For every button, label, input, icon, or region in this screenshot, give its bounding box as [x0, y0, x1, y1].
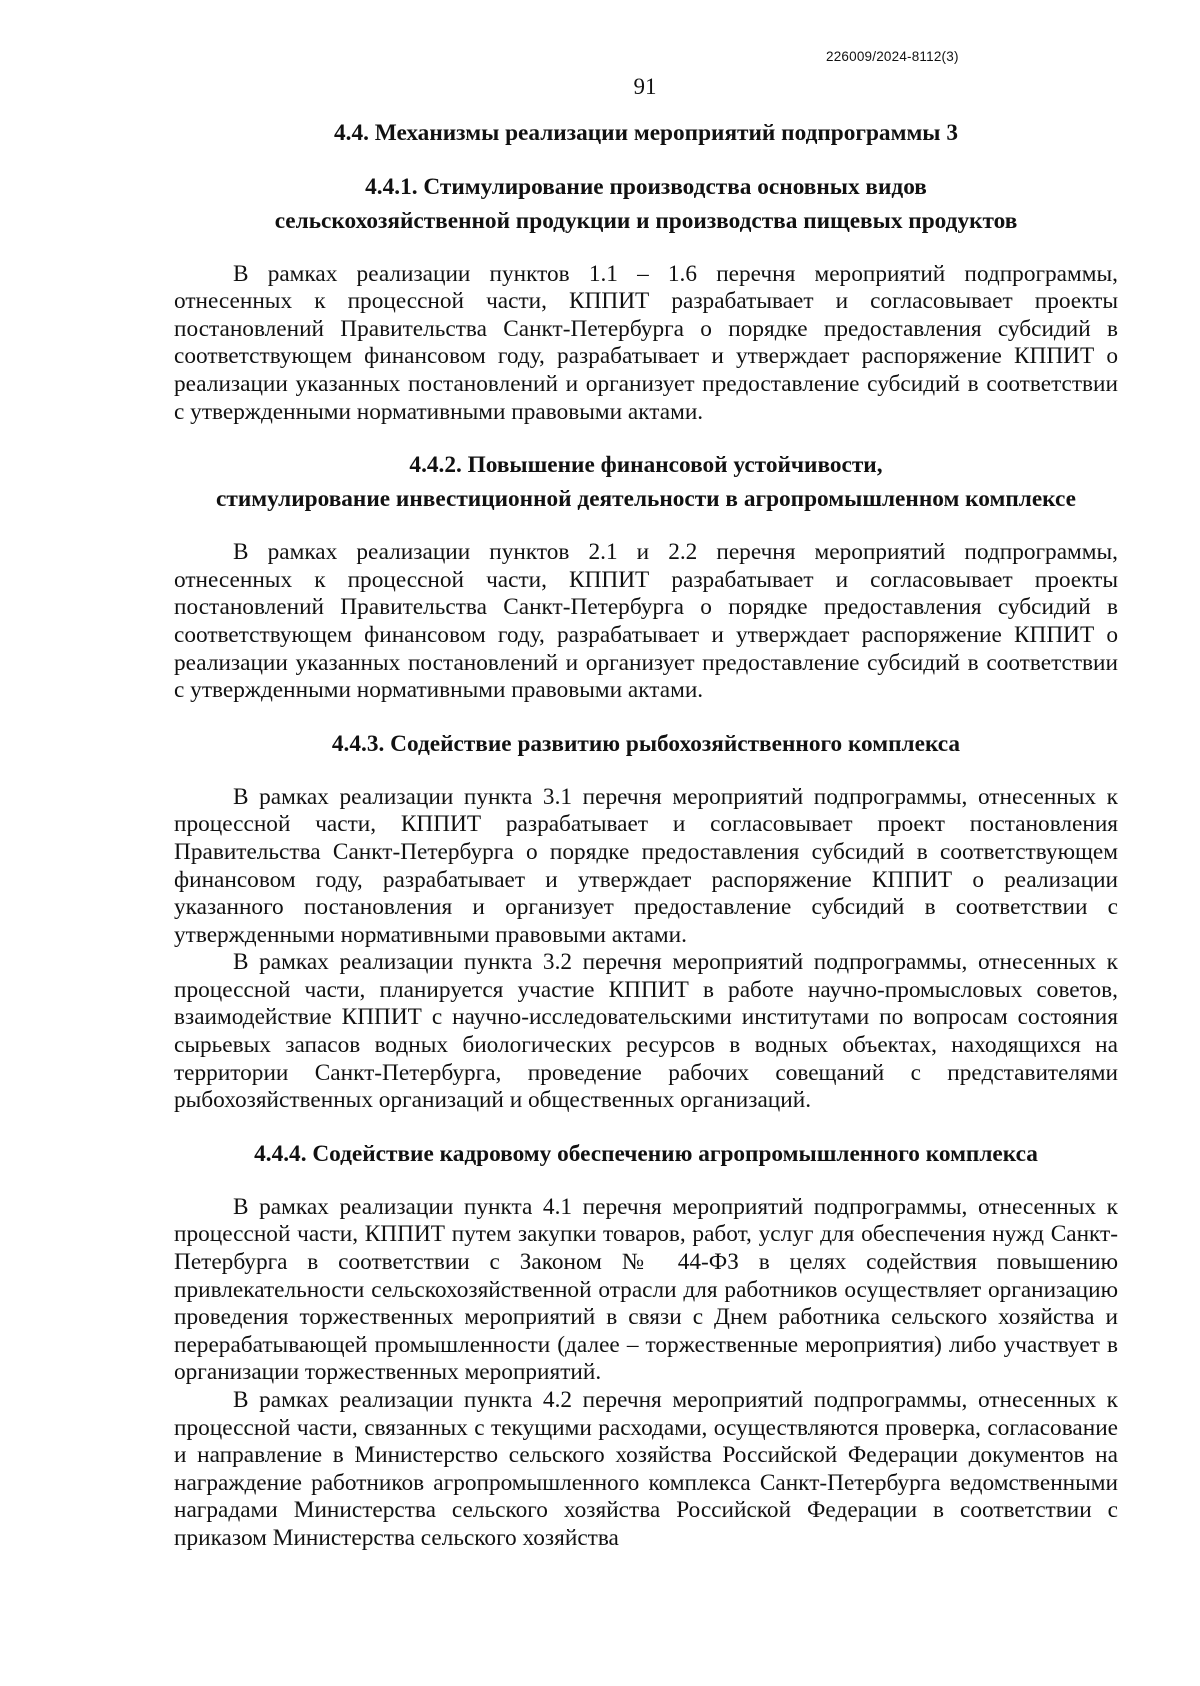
paragraph: В рамках реализации пункта 4.2 перечня мероприятий подпрограммы, отнесенных к процессной части, связанных с текущими расходами, осуществляются проверка, согласование и направление в Министерство сельского хозяйства Российской Федерации документов на награждение работников агропромышленного комплекса Санкт-Петербурга ведомственными наградами Министерства сельского хозяйства Российской Федерации в соответствии с приказом Министерства сельского хозяйства [174, 1387, 1118, 1551]
section-title-line: 4.4.4. Содействие кадровому обеспечению агропромышленного комплекса [254, 1140, 1038, 1167]
section-title-line: стимулирование инвестиционной деятельности в агропромышленном комплексе [216, 486, 1076, 513]
section-4-4-1 [174, 170, 1118, 427]
page-number: 91 [633, 74, 657, 99]
paragraph: В рамках реализации пунктов 2.1 и 2.2 перечня мероприятий подпрограммы, отнесенных к процессной части, КППИТ разрабатывает и согласовывает проекты постановлений Правительства Санкт-Петербурга о порядке предоставления субсидий в соответствующем финансовом году, разрабатывает и утверждает распоряжение КППИТ о реализации указанных постановлений и организует предоставление субсидий в соответствии с утвержденными нормативными правовыми актами. [174, 539, 1118, 704]
section-title [174, 1137, 1118, 1171]
section-title [174, 170, 1118, 238]
paragraph: В рамках реализации пункта 3.2 перечня мероприятий подпрограммы, отнесенных к процессной части, планируется участие КППИТ в работе научно-промысловых советов, взаимодействие КППИТ с научно-исследовательскими институтами по вопросам состояния сырьевых запасов водных биологических ресурсов в водных объектах, находящихся на территории Санкт-Петербурга, проведение рабочих совещаний с представителями рыбохозяйственных организаций и общественных организаций. [174, 949, 1118, 1114]
document-body [174, 120, 1118, 1553]
section-title-line: 4.4.3. Содействие развитию рыбохозяйственного комплекса [331, 730, 961, 757]
paragraph: В рамках реализации пункта 3.1 перечня мероприятий подпрограммы, отнесенных к процессной части, КППИТ разрабатывает и согласовывает проект постановления Правительства Санкт-Петербурга о порядке предоставления субсидий в соответствующем финансовом году, разрабатывает и утверждает распоряжение КППИТ о реализации указанного постановления и организует предоставление субсидий в соответствии с утвержденными нормативными правовыми актами. [174, 783, 1118, 948]
section-title-line: сельскохозяйственной продукции и производства пищевых продуктов [274, 207, 1018, 234]
section-4-4-4 [174, 1137, 1118, 1553]
section-title [174, 448, 1118, 516]
section-4-4-2 [174, 448, 1118, 705]
main-title: 4.4. Механизмы реализации мероприятий подпрограммы 3 [334, 120, 958, 146]
section-title-line: 4.4.1. Стимулирование производства основных видов [365, 173, 927, 200]
section-4-4-3 [174, 727, 1118, 1115]
section-title [174, 727, 1118, 761]
paragraph: В рамках реализации пунктов 1.1 – 1.6 перечня мероприятий подпрограммы, отнесенных к процессной части, КППИТ разрабатывает и согласовывает проекты постановлений Правительства Санкт-Петербурга о порядке предоставления субсидий в соответствующем финансовом году, разрабатывает и утверждает распоряжение КППИТ о реализации указанных постановлений и организует предоставление субсидий в соответствии с утвержденными нормативными правовыми актами. [174, 260, 1118, 425]
document-id: 226009/2024-8112(3) [826, 49, 959, 64]
section-title-line: 4.4.2. Повышение финансовой устойчивости, [409, 452, 883, 479]
paragraph: В рамках реализации пункта 4.1 перечня мероприятий подпрограммы, отнесенных к процессной части, КППИТ путем закупки товаров, работ, услуг для обеспечения нужд Санкт-Петербурга в соответствии с Законом № 44-ФЗ в целях содействия повышению привлекательности сельскохозяйственной отрасли для работников осуществляет организацию проведения торжественных мероприятий в связи с Днем работника сельского хозяйства и перерабатывающей промышленности (далее – торжественные мероприятия) либо участвует в организации торжественных мероприятий. [174, 1193, 1118, 1386]
